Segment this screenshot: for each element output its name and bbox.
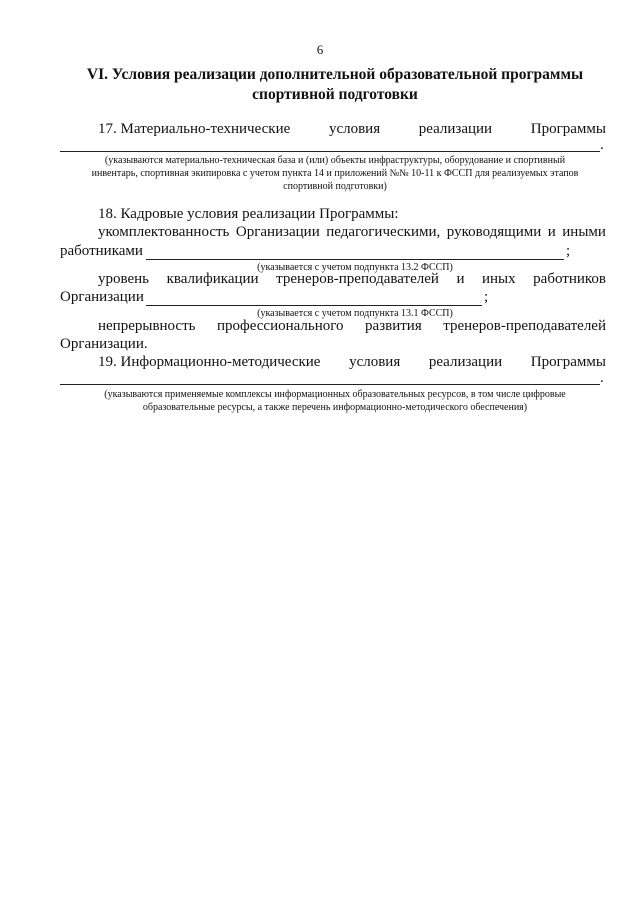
- development-word: тренеров-преподавателей: [443, 318, 606, 334]
- item-17-word: реализации: [418, 121, 493, 137]
- staffing-line: [98, 224, 606, 241]
- staffing-note: (указывается с учетом подпункта 13.2 ФССП): [257, 262, 453, 273]
- item-17-note-line-1: (указываются материально-техническая база и (или) объекты инфраструктуры, оборудование и спортивный: [104, 155, 566, 166]
- item-17-fill-line: [60, 151, 600, 152]
- section-heading-line-2: спортивной подготовки: [252, 86, 418, 103]
- page-number: 6: [316, 42, 324, 57]
- qualification-word: квалификации: [166, 271, 259, 287]
- item-17-word: условия: [328, 121, 381, 137]
- staffing-fill-line: [146, 259, 564, 260]
- item-19-note-line-1: (указываются применяемые комплексы информационных образовательных ресурсов, в том числе цифровые: [104, 389, 566, 400]
- qualification-note: (указывается с учетом подпункта 13.1 ФССП): [257, 308, 453, 319]
- qualification-fill-line: [146, 305, 482, 306]
- qualification-word: и: [456, 271, 465, 287]
- item-17-line: [98, 121, 606, 138]
- item-17-end-mark: .: [600, 137, 604, 153]
- item-17-word: 17. Материально-технические: [98, 121, 291, 137]
- development-word: развития: [365, 318, 422, 334]
- qualification-word: работников: [533, 271, 606, 287]
- item-19-fill-line: [60, 384, 600, 385]
- item-17-word: Программы: [530, 121, 606, 137]
- item-19-end-mark: .: [600, 370, 604, 386]
- item-19-line: [98, 354, 606, 371]
- qualification-end-mark: ;: [484, 289, 489, 305]
- staffing-word: укомплектованность: [98, 224, 230, 240]
- staffing-word: педагогическими,: [326, 224, 441, 240]
- staffing-word: Организации: [235, 224, 320, 240]
- staffing-word: руководящими: [446, 224, 542, 240]
- development-word: профессионального: [216, 318, 344, 334]
- item-19-word: Программы: [530, 354, 606, 370]
- item-17-note-line-2: инвентарь, спортивная экипировка с учетом пункта 14 и приложений №№ 10-11 к ФССП для реализуемых этапов: [91, 168, 579, 179]
- development-line: [98, 318, 606, 335]
- staffing-continuation: работниками: [60, 243, 143, 259]
- staffing-word: и: [547, 224, 556, 240]
- staffing-word: иными: [562, 224, 606, 240]
- item-19-word: условия: [349, 354, 401, 370]
- qualification-word: иных: [482, 271, 516, 287]
- staffing-end-mark: ;: [566, 243, 571, 259]
- development-continuation: Организации.: [60, 336, 148, 352]
- section-heading-line-1: VI. Условия реализации дополнительной образовательной программы: [86, 66, 584, 83]
- qualification-word: уровень: [98, 271, 150, 287]
- qualification-continuation: Организации: [60, 289, 144, 305]
- item-19-word: 19. Информационно-методические: [98, 354, 321, 370]
- qualification-word: тренеров-преподавателей: [276, 271, 439, 287]
- development-word: непрерывность: [98, 318, 196, 334]
- item-19-note-line-2: образовательные ресурсы, а также перечень информационно-методического обеспечения): [142, 402, 528, 413]
- item-19-word: реализации: [428, 354, 503, 370]
- qualification-line: [98, 271, 606, 288]
- item-18-heading: 18. Кадровые условия реализации Программы:: [98, 206, 399, 222]
- item-17-note-line-3: спортивной подготовки): [283, 181, 387, 192]
